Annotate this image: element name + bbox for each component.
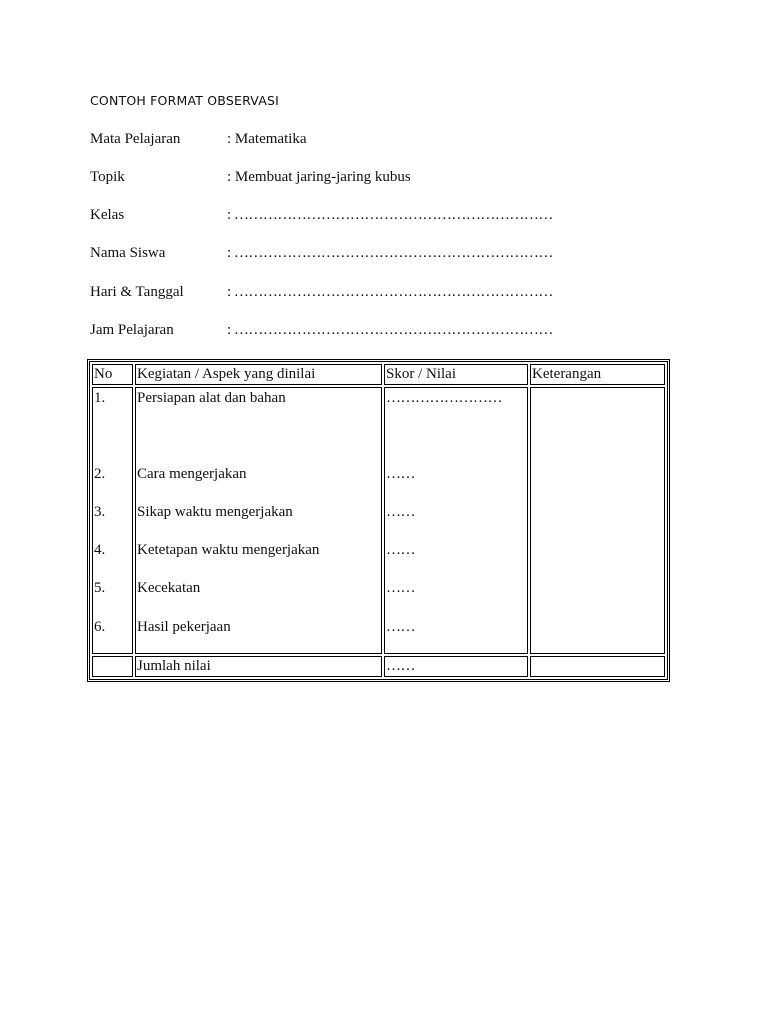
field-label: Jam Pelajaran [90,322,174,338]
header-score: Skor / Nilai [384,364,528,385]
score-column [384,387,528,654]
no-column [92,387,133,654]
field-label: Topik [90,169,125,185]
row-score: …… [386,504,415,520]
table-header-row [92,364,665,385]
document-title: CONTOH FORMAT OBSERVASI [90,93,280,108]
field-nama-siswa [90,245,553,262]
row-aspect: Sikap waktu mengerjakan [137,504,293,520]
row-score: …………………… [386,390,502,406]
footer-no-cell [92,656,133,677]
field-value: : Matematika [227,131,307,147]
row-score: …… [386,619,415,635]
row-aspect: Hasil pekerjaan [137,619,231,635]
field-value: : ………………………………………………………… [227,245,553,261]
footer-score: …… [384,656,528,677]
field-topik [90,169,411,186]
row-aspect: Cara mengerjakan [137,466,247,482]
field-label: Nama Siswa [90,245,166,261]
row-number: 5. [94,580,106,596]
row-score: …… [386,466,415,482]
row-number: 4. [94,542,106,558]
header-notes: Keterangan [530,364,665,385]
field-kelas [90,207,553,224]
row-number: 1. [94,390,106,406]
field-jam-pelajaran [90,322,553,339]
header-aspect: Kegiatan / Aspek yang dinilai [135,364,382,385]
row-number: 2. [94,466,106,482]
field-value: : ………………………………………………………… [227,207,553,223]
footer-notes-cell [530,656,665,677]
table-footer-row [92,656,665,677]
notes-column [530,387,665,654]
field-value: : ………………………………………………………… [227,322,553,338]
row-number: 6. [94,619,106,635]
field-hari-tanggal [90,284,553,301]
field-label: Kelas [90,207,125,223]
field-value: : Membuat jaring-jaring kubus [227,169,411,185]
row-number: 3. [94,504,106,520]
row-score: …… [386,542,415,558]
field-label: Mata Pelajaran [90,131,181,147]
header-no: No [92,364,133,385]
aspect-column [135,387,382,654]
field-mata-pelajaran [90,131,307,148]
row-aspect: Persiapan alat dan bahan [137,390,286,406]
field-label: Hari & Tanggal [90,284,184,300]
field-value: : ………………………………………………………… [227,284,553,300]
row-score: …… [386,580,415,596]
row-aspect: Ketetapan waktu mengerjakan [137,542,320,558]
footer-label: Jumlah nilai [135,656,382,677]
table-body-row [92,387,665,654]
row-aspect: Kecekatan [137,580,201,596]
observation-table [87,359,670,682]
